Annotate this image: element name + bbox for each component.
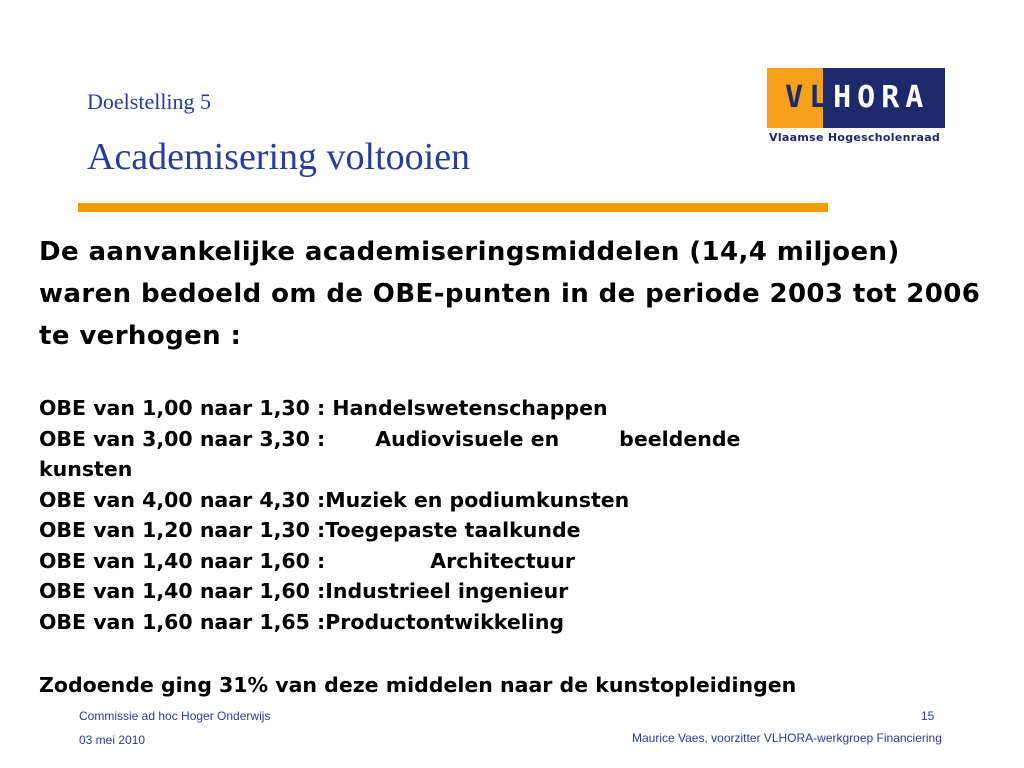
obe-field: Architectuur	[430, 548, 575, 573]
obe-field: Industrieel ingenieur	[325, 579, 569, 603]
obe-line	[39, 424, 999, 455]
obe-line-continuation	[39, 454, 999, 485]
logo-wordmark	[767, 81, 945, 115]
intro-paragraph: De aanvankelijke academiseringsmiddelen (14,4 miljoen) waren bedoeld om de OBE-punten in de periode 2003 tot 2006 te verhogen :	[39, 237, 981, 351]
obe-prefix: OBE van 1,00 naar 1,30 :	[39, 396, 333, 420]
slide-title: Academisering voltooien	[87, 136, 471, 178]
logo-box	[767, 68, 945, 128]
obe-field: Audiovisuele en	[375, 426, 560, 451]
obe-prefix: OBE van 1,20 naar 1,30 :	[39, 518, 326, 542]
obe-line	[39, 515, 999, 546]
obe-field: Productontwikkeling	[325, 609, 565, 634]
obe-prefix: OBE van 4,00 naar 4,30 :	[39, 487, 326, 512]
footer-page-number: 15	[921, 709, 935, 723]
logo-letters-hora: HORA	[833, 80, 930, 115]
obe-prefix: OBE van 1,40 naar 1,60 :	[39, 548, 326, 573]
footer-author: Maurice Vaes, voorzitter VLHORA-werkgroep Financiering	[632, 731, 942, 745]
logo-letter-l: L	[809, 80, 834, 115]
obe-prefix: OBE van 3,00 naar 3,30 :	[39, 426, 326, 451]
obe-line	[39, 607, 999, 638]
obe-line	[39, 393, 999, 424]
logo-tagline: Vlaamse Hogescholenraad	[769, 131, 941, 144]
title-rule	[78, 203, 828, 212]
obe-field: Toegepaste taalkunde	[325, 518, 581, 542]
slide-subtitle: Doelstelling 5	[87, 89, 212, 114]
logo-letter-v: V	[785, 80, 810, 115]
obe-prefix: OBE van 1,40 naar 1,60 :	[39, 579, 326, 603]
obe-field: Muziek en podiumkunsten	[325, 487, 630, 512]
footer-organization: Commissie ad hoc Hoger Onderwijs	[79, 709, 271, 723]
obe-line	[39, 576, 999, 607]
vlhora-logo	[767, 68, 945, 148]
obe-prefix: OBE van 1,60 naar 1,65 :	[39, 609, 326, 634]
obe-field-cont: beeldende	[619, 426, 741, 451]
obe-field: Handelswetenschappen	[332, 396, 608, 420]
obe-field-cont: kunsten	[39, 457, 133, 481]
conclusion-text: Zodoende ging 31% van deze middelen naar de kunstopleidingen	[39, 673, 797, 697]
obe-list	[39, 393, 999, 637]
footer-date: 03 mei 2010	[79, 733, 146, 747]
obe-line	[39, 546, 999, 577]
obe-line	[39, 485, 999, 516]
